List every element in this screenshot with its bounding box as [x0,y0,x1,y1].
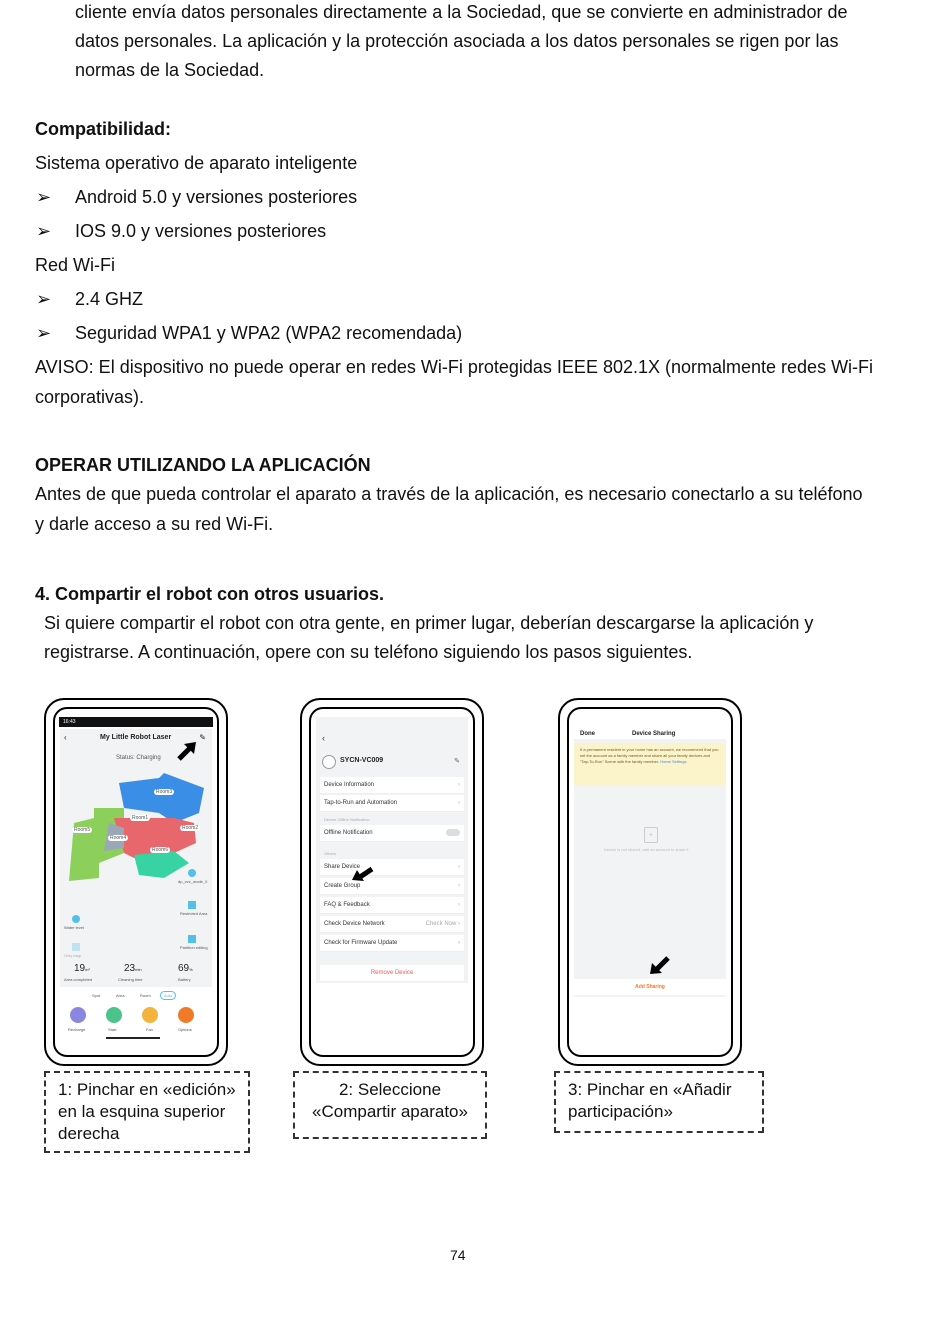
done-button[interactable]: Done [580,731,595,737]
wifi-item: 2.4 GHZ [75,289,144,309]
home-settings-link[interactable]: Home Settings [660,759,687,764]
stat-value: 19m² [74,963,90,974]
map-room-teal [134,851,189,878]
page-number: 74 [450,1247,466,1263]
offline-row[interactable]: Offline Notification [320,825,464,842]
os-item: IOS 9.0 y versiones posteriores [75,221,327,241]
mode-tab-active[interactable]: Auto [160,991,176,1000]
mode-tab[interactable]: Spot [92,993,101,998]
stat-value: 69% [178,963,193,974]
edit-icon[interactable]: ✎ [454,758,460,765]
notice-line: AVISO: El dispositivo no puede operar en redes Wi-Fi protegidas IEEE 802.1X (normalmente redes Wi-Fi [35,357,874,377]
os-label: Sistema operativo de aparato inteligente [35,153,358,173]
edit-icon[interactable]: ✎ [199,733,206,742]
status-bar: 16:43 [59,717,213,727]
settings-row[interactable]: FAQ & Feedback › [320,897,464,914]
mode-tab[interactable]: Area [116,993,125,998]
pointer-arrow-icon [650,956,670,976]
check-network-row[interactable]: Check Device Network Check Now › [320,916,464,933]
intro-line: cliente envía datos personales directamente a la Sociedad, que se convierte en administrador de [75,2,848,22]
recharge-icon[interactable] [70,1007,86,1023]
room-label[interactable]: Room6 [152,847,169,853]
only-map-label: Only map [64,953,82,958]
room-label[interactable]: Room5 [74,827,91,833]
home-indicator [106,1037,160,1039]
notice-line: corporativas). [35,387,145,407]
intro-line: datos personales. La aplicación y la protección asociada a los datos personales se rigen por las [75,31,839,51]
app-screen [60,729,212,1045]
action-label: Start [108,1027,117,1032]
mode-icon[interactable] [188,869,196,877]
stat-value: 23min [124,963,142,974]
room-label[interactable]: Room2 [182,825,199,831]
intro-line: normas de la Sociedad. [75,60,265,80]
wifi-label: Red Wi-Fi [35,255,115,275]
mode-tab[interactable]: Room [140,993,151,998]
map-svg[interactable] [64,763,212,883]
caption-step-1: 1: Pinchar en «edición» en la esquina superior derecha [44,1071,250,1153]
settings-row[interactable]: Tap-to-Run and Automation › [320,795,464,812]
share-device-row[interactable]: Share Device › [320,859,464,876]
screen-title: Device Sharing [632,731,676,737]
caption-step-2: 2: Seleccione «Compartir aparato» [293,1071,487,1139]
stat-label: Area completed [64,977,93,982]
share-line: Si quiere compartir el robot con otra gente, en primer lugar, deberían descargarse la aplicación y [44,613,814,633]
only-map-icon[interactable] [72,943,80,951]
compat-heading: Compatibilidad: [35,119,171,139]
options-icon[interactable] [178,1007,194,1023]
room-label[interactable]: Room3 [156,789,173,795]
bullet-arrow-icon: ➢ [36,187,52,207]
robot-icon [322,755,336,769]
bullet-arrow-icon: ➢ [36,323,52,343]
room-label[interactable]: Room4 [110,835,127,841]
notice-banner: If a permanent resident in your home has an account, we recommend that you set the account as a family member and share all your family devices and "Tap-To-Run" Scene with the family member. Home Settings [574,743,726,785]
screen-bottom [574,997,726,1045]
add-sharing-button[interactable]: Add Sharing [574,979,726,995]
room-label[interactable]: Room1 [132,815,149,821]
water-level-label: Water level [64,925,84,930]
device-sharing-screen [574,717,726,1045]
bullet-arrow-icon: ➢ [36,221,52,241]
fan-icon[interactable] [142,1007,158,1023]
wifi-item: Seguridad WPA1 y WPA2 (WPA2 recomendada) [75,323,463,343]
phone-mockup-3 [558,698,742,1066]
tool-label: dp_cvc_mode_0 [178,879,208,884]
phone-mockup-1 [44,698,228,1066]
empty-state-text: Device is not shared, add an account to share it [604,847,689,852]
back-icon[interactable]: ‹ [322,733,325,743]
remove-device-button[interactable]: Remove Device [320,965,464,982]
settings-row[interactable]: Device Information › [320,777,464,794]
share-line: registrarse. A continuación, opere con su teléfono siguiendo los pasos siguientes. [44,642,693,662]
action-label: Options [178,1027,192,1032]
settings-row[interactable]: Create Group › [320,878,464,895]
share-heading: 4. Compartir el robot con otros usuarios. [35,584,385,604]
bullet-arrow-icon: ➢ [36,289,52,309]
start-icon[interactable] [106,1007,122,1023]
caption-step-3: 3: Pinchar en «Añadir participación» [554,1071,764,1133]
partition-icon[interactable] [188,935,196,943]
app-title: My Little Robot Laser [100,734,172,741]
operate-heading: OPERAR UTILIZANDO LA APLICACIÓN [35,455,371,475]
tool-label: Partition editing [180,945,208,950]
pointer-arrow-icon [352,866,374,882]
pointer-arrow-icon [176,742,198,762]
toggle-switch [446,829,460,836]
section-label: Others [324,851,337,856]
action-label: Fan [146,1027,153,1032]
tool-label: Restricted Area [180,911,208,916]
operate-line: Antes de que pueda controlar el aparato a través de la aplicación, es necesario conectarlo a su teléfono [35,484,863,504]
phone-mockup-2 [300,698,484,1066]
stat-label: Cleaning time [118,977,143,982]
screen-bottom [316,983,468,1045]
action-label: Recharge [68,1027,86,1032]
device-settings-screen [316,717,468,1045]
water-level-icon[interactable] [72,915,80,923]
operate-line: y darle acceso a su red Wi-Fi. [35,514,274,534]
back-icon[interactable]: ‹ [64,733,67,742]
section-label: Device Offline Notification [324,817,370,822]
os-item: Android 5.0 y versiones posteriores [75,187,358,207]
device-name: SYCN-VC009 [340,757,384,764]
empty-doc-icon: + [644,827,658,843]
stat-label: Battery [178,977,191,982]
status-text: Status: Charging [116,755,161,761]
settings-row[interactable]: Check for Firmware Update › [320,935,464,952]
restricted-area-icon[interactable] [188,901,196,909]
